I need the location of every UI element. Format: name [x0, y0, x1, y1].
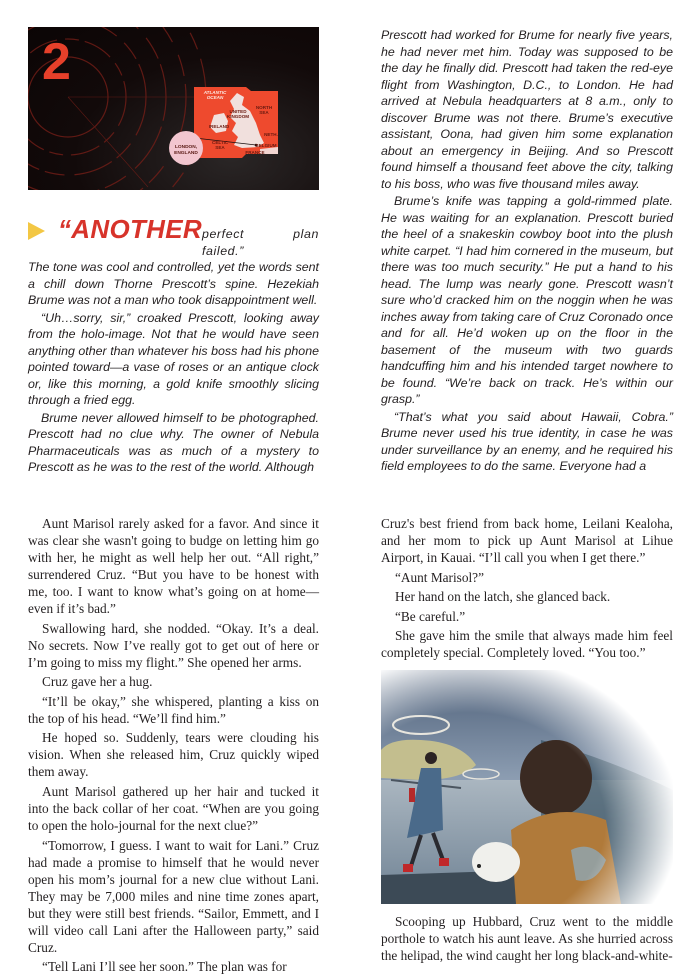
- map-label-north-sea: NORTH SEA: [255, 105, 273, 115]
- paragraph: Aunt Marisol gathered up her hair and tucked it into the back collar of her coat. “When are you going to open the holo-journal for the next clue?”: [28, 783, 319, 833]
- paragraph: She gave him the smile that always made him feel completely special. Completely loved. “You too.”: [381, 628, 673, 661]
- paragraph: “Be careful.”: [395, 608, 466, 624]
- paragraph: Brume never allowed himself to be photographed. Prescott had no clue why. The owner of Nebula Pharmaceuticals was as much of a mystery to Prescott as he was to the rest of the world. Although: [28, 410, 319, 474]
- radar-rings-graphic: [28, 27, 319, 190]
- chapter-number: 2: [42, 33, 71, 91]
- paragraph: Her hand on the latch, she glanced back.: [395, 589, 611, 605]
- paragraph: Brume’s knife was tapping a gold-rimmed plate. He was waiting for an explanation. Prescott buried the heel of a snakeskin cowboy boot into the plush white carpet. “I had him cornered in the museum, but there was too much security.” He put a hand to his head. The lump was nearly gone. Prescott wasn’t sure who’d cracked him on the noggin when he was inches away from taking care of Cruz Coronado once and for all. He’d woken up on the floor in the basement of the museum with two guards handcuffing him and his intended target nowhere to be found. “We’re back on track. He’s within our grasp.”: [381, 194, 674, 406]
- map-label-atlantic: ATLANTIC OCEAN: [203, 90, 227, 100]
- paragraph: “That’s what you said about Hawaii, Cobra.” Brume never used his true identity, in case he was under surveillance by an enemy, and he required his field employees to do the same. Everyone had a: [381, 409, 673, 473]
- map-label-france: FRANCE: [245, 150, 265, 155]
- map-label-belgium: BELGIUM: [255, 143, 277, 148]
- map-label-ireland: IRELAND: [208, 124, 230, 129]
- drop-word: “ANOTHER: [58, 214, 202, 244]
- left-bottom-column: [28, 515, 319, 978]
- map-pin-label: LONDON, ENGLAND: [174, 145, 198, 156]
- paragraph: “Uh…sorry, sir,” croaked Prescott, looking away from the holo-image. Not that he would have seen anything other than whatever his boss had his phone pointed toward—a vase of roses or an antique clock or, like this morning, a gold knife smoothly slicing through a fried egg.: [28, 310, 319, 407]
- chapter-header-image: [28, 27, 319, 190]
- after-illustration-text: [381, 913, 673, 967]
- chapter-opening: [28, 214, 319, 477]
- paragraph: He hoped so. Suddenly, tears were clouding his vision. When she released him, Cruz quickly wiped them away.: [28, 730, 319, 780]
- helipad-scene-illustration: [381, 670, 673, 904]
- map-label-neth: NETH.: [264, 132, 278, 137]
- paragraph: Scooping up Hubbard, Cruz went to the middle porthole to watch his aunt leave. As she hurried across the helipad, the wind caught her long black-and-white-: [381, 914, 673, 963]
- paragraph: Cruz's best friend from back home, Leilani Kealoha, and her mom to pick up Aunt Marisol at Lihue Airport, in Kauai. “I’ll call you when I get there.”: [381, 516, 673, 565]
- paragraph: Swallowing hard, she nodded. “Okay. It’s a deal. No secrets. Now I’ve really got to get out of here or I’m going to miss my flight.” She opened her arms.: [28, 620, 319, 670]
- chapter-lead-line: [28, 214, 319, 259]
- story-illustration: [381, 670, 673, 904]
- map-label-celtic-sea: CELTIC SEA: [212, 140, 229, 150]
- right-bottom-column: [381, 515, 673, 664]
- paragraph: The tone was cool and controlled, yet the words sent a chill down Thorne Prescott’s spine. Hezekiah Brume was not a man who took disappointment well.: [28, 260, 319, 307]
- right-top-column: [381, 27, 673, 476]
- paragraph: “Tell Lani I’ll see her soon.” The plan was for: [42, 959, 287, 975]
- paragraph: “It’ll be okay,” she whispered, planting a kiss on the top of his head. “We’ll find him.”: [28, 693, 319, 726]
- arrow-marker-icon: [28, 222, 45, 240]
- drop-word-tail: perfect plan failed.”: [201, 227, 319, 258]
- paragraph: “Aunt Marisol?”: [395, 569, 484, 585]
- paragraph: Aunt Marisol rarely asked for a favor. And since it was clear she wasn't going to budge on letting him go with her, he might as well help her out. “All right,” surrendered Cruz. “But you have to be honest with me, too. I want to know what’s going on at home—even if it’s bad.”: [28, 516, 319, 616]
- paragraph: Cruz gave her a hug.: [42, 674, 153, 690]
- paragraph: Prescott had worked for Brume for nearly five years, he had never met him. Today was supposed to be the day he finally did. Prescott had taken the red-eye flight from Washington, D.C., to London. He had arrived at Nebula headquarters at 8 a.m., only to discover Brume was not there. Brume’s executive assistant, Oona, had given him some explanation about an emergency in Beijing. And so Prescott found himself a thousand feet above the city, talking to his boss, who was five thousand miles away.: [381, 28, 673, 191]
- paragraph: “Tomorrow, I guess. I want to wait for Lani.” Cruz had made a promise to himself that he would never open his mom’s journal for a new clue without Lani. They may be 7,000 miles and nine time zones apart, but they were still best friends. “Sailor, Emmett, and I will video call Lani after the Halloween party,” said Cruz.: [28, 837, 319, 955]
- map-label-uk: UNITED KINGDOM: [226, 109, 250, 119]
